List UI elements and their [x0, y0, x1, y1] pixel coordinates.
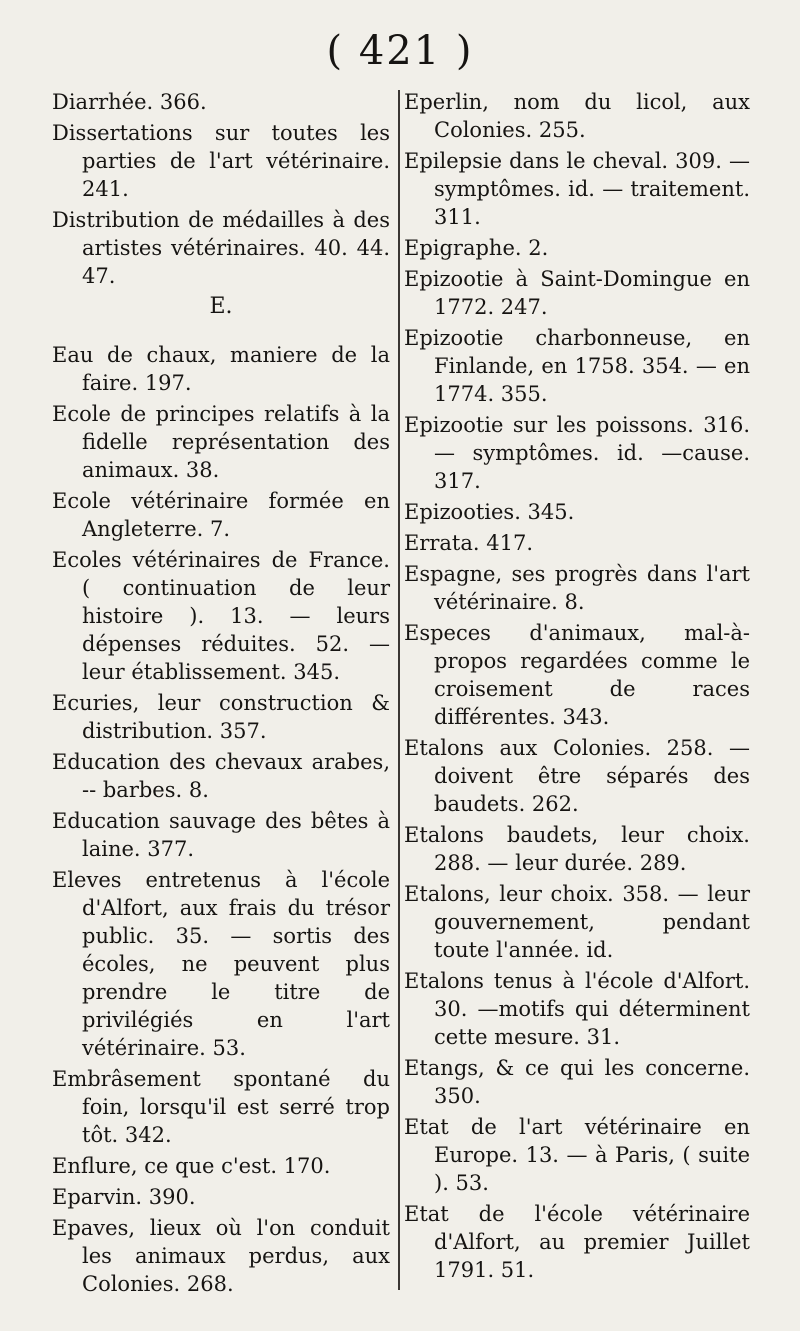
page-number: ( 421 ) — [326, 28, 474, 74]
index-entry: Embrâsement spontané du foin, lorsqu'il est serré trop tôt. 342. — [52, 1067, 390, 1147]
index-entry: Etalons aux Colonies. 258. — doivent être séparés des baudets. 262. — [404, 736, 750, 816]
column-divider — [398, 90, 400, 1290]
index-entry: Etat de l'école vétérinaire d'Alfort, au premier Juillet 1791. 51. — [404, 1202, 750, 1282]
index-entry: Ecole vétérinaire formée en Angleterre. 7. — [52, 489, 390, 541]
index-entry: Epaves, lieux où l'on conduit les animaux perdus, aux Colonies. 268. — [52, 1216, 390, 1296]
index-entry: Epizooties. 345. — [404, 500, 575, 524]
index-entry: Distribution de médailles à des artistes vétérinaires. 40. 44. 47. — [52, 208, 390, 288]
section-letter-heading: E. — [209, 294, 233, 319]
index-entry: Eleves entretenus à l'école d'Alfort, aux frais du trésor public. 35. — sortis des écoles, ne peuvent plus prendre le titre de privilégiés en l'art vétérinaire. 53. — [52, 868, 390, 1060]
index-entry: Eperlin, nom du licol, aux Colonies. 255. — [404, 90, 750, 142]
index-entry: Ecoles vétérinaires de France. ( continuation de leur histoire ). 13. — leurs dépenses réduites. 52. —leur établissement. 345. — [52, 548, 390, 684]
index-entry: Epizootie charbonneuse, en Finlande, en 1758. 354. — en 1774. 355. — [404, 326, 750, 406]
index-entry: Epizootie à Saint-Domingue en 1772. 247. — [404, 267, 750, 319]
index-entry: Epizootie sur les poissons. 316. — symptômes. id. —cause. 317. — [404, 413, 750, 493]
index-entry: Espagne, ses progrès dans l'art vétérinaire. 8. — [404, 562, 750, 614]
index-entry: Eau de chaux, maniere de la faire. 197. — [52, 343, 390, 395]
index-entry: Eparvin. 390. — [52, 1185, 196, 1209]
index-entry: Dissertations sur toutes les parties de l'art vétérinaire. 241. — [52, 121, 390, 201]
index-entry: Education sauvage des bêtes à laine. 377. — [52, 809, 390, 861]
index-entry: Especes d'animaux, mal-à-propos regardées comme le croisement de races différentes. 343. — [404, 621, 750, 729]
index-entry: Etalons tenus à l'école d'Alfort. 30. —motifs qui déterminent cette mesure. 31. — [404, 969, 750, 1049]
index-entry: Etat de l'art vétérinaire en Europe. 13. — à Paris, ( suite ). 53. — [404, 1115, 750, 1195]
index-entry: Epigraphe. 2. — [404, 236, 549, 260]
index-entry: Errata. 417. — [404, 531, 533, 555]
index-entry: Epilepsie dans le cheval. 309. — symptômes. id. — traitement. 311. — [404, 149, 750, 229]
index-entry: Ecuries, leur construction & distribution. 357. — [52, 691, 390, 743]
index-entry: Etalons baudets, leur choix. 288. — leur durée. 289. — [404, 823, 750, 875]
right-column — [404, 88, 750, 1287]
index-entry: Ecole de principes relatifs à la fidelle représentation des animaux. 38. — [52, 402, 390, 482]
index-entry: Etalons, leur choix. 358. — leur gouvernement, pendant toute l'année. id. — [404, 882, 750, 962]
index-entry: Diarrhée. 366. — [52, 90, 207, 114]
index-entry: Etangs, & ce qui les concerne. 350. — [404, 1056, 750, 1108]
left-column — [52, 88, 390, 1301]
index-entry: Enflure, ce que c'est. 170. — [52, 1154, 331, 1178]
index-entry: Education des chevaux arabes, -- barbes. 8. — [52, 750, 390, 802]
